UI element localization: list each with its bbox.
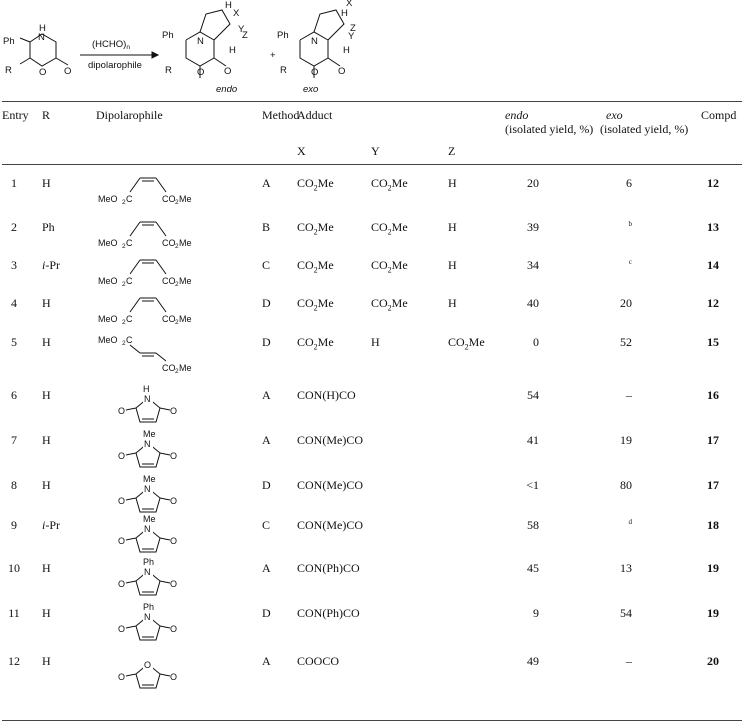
y-cell [371, 335, 380, 350]
z-cell [448, 258, 457, 273]
ester-label-left-tail: C [126, 314, 133, 324]
method-cell: A [262, 433, 271, 447]
ester-label-top-sub: 2 [122, 340, 126, 347]
header-compd: Compd [701, 108, 737, 122]
z-value: CO [448, 335, 465, 349]
method-cell: D [262, 335, 271, 349]
r-italic-prefix: i [42, 518, 46, 532]
carbonyl-o-left-label: O [118, 672, 126, 682]
y-cell [371, 296, 408, 311]
carbonyl-o-left-label: O [118, 406, 126, 416]
carbonyl-o-right-label: O [170, 496, 178, 506]
n-substituent-label: Me [143, 514, 156, 524]
r-value: H [42, 335, 51, 349]
r-value: -Pr [45, 518, 61, 532]
dipolarophile-structure [96, 331, 206, 375]
ring-heteroatom-label: N [144, 612, 151, 622]
ester-label-top: MeO [98, 335, 118, 345]
method-cell: B [262, 220, 271, 234]
compound-number-cell: 19 [707, 561, 719, 575]
endo-r-label: R [165, 65, 172, 76]
dipolarophile-structure [96, 429, 206, 473]
entry-cell: 1 [11, 176, 17, 190]
sm-carbonyl-o-label: O [64, 66, 72, 77]
header-exo-sub: (isolated yield, %) [600, 122, 689, 136]
method-cell: D [262, 478, 271, 492]
exo-yield-cell [600, 654, 632, 669]
ester-label-left-sub: 2 [122, 243, 126, 250]
carbonyl-o-right-label: O [170, 406, 178, 416]
r-cell [42, 176, 51, 191]
entry-cell: 5 [11, 335, 17, 349]
endo-yield-cell: 0 [533, 335, 539, 349]
table-row [0, 474, 747, 518]
exo-footnote: c [628, 258, 632, 266]
method-cell: A [262, 176, 271, 190]
ester-label-left: MeO [98, 238, 118, 248]
ester-label-top-tail: C [126, 335, 133, 345]
exo-yield-value: 54 [620, 606, 632, 620]
y-subscript: 2 [387, 265, 392, 275]
r-cell [42, 220, 55, 235]
endo-yield-cell: 41 [527, 433, 539, 447]
ring-heteroatom-label: N [144, 439, 151, 449]
table-row [0, 557, 747, 601]
dipolarophile-structure [96, 384, 206, 428]
carbonyl-o-left-label: O [118, 536, 126, 546]
exo-x-label: X [346, 0, 353, 9]
x-value: CON(Me)CO [297, 433, 363, 447]
method-cell: C [262, 518, 271, 532]
sm-nh-label: H [39, 23, 46, 34]
reagent-top: $(HCHO)_n$ [92, 39, 130, 51]
table-row [0, 514, 747, 558]
x-tail: Me [317, 176, 334, 190]
z-value: H [448, 220, 457, 234]
ester-label-left-sub: 2 [122, 319, 126, 326]
header-endo: endo [505, 108, 529, 122]
x-value: CON(Ph)CO [297, 606, 360, 620]
exo-yield-cell [600, 478, 632, 493]
table-row [0, 292, 747, 336]
dipolarophile-structure [96, 650, 206, 694]
ester-label-bottom: CO [162, 363, 176, 373]
x-value: CO [297, 296, 314, 310]
y-value: CO [371, 176, 388, 190]
x-cell [297, 654, 339, 669]
dipolarophile-structure [96, 474, 206, 518]
dipolarophile-structure [96, 292, 206, 336]
method-cell: A [262, 388, 271, 402]
ester-label-right: CO [162, 238, 176, 248]
entry-cell: 9 [11, 518, 17, 532]
endo-yield-cell: 9 [533, 606, 539, 620]
ester-label-right-tail: Me [179, 194, 192, 204]
method-cell: D [262, 606, 271, 620]
x-cell [297, 335, 334, 350]
exo-n-label: N [311, 36, 318, 47]
table-row [0, 384, 747, 428]
exo-ph-label: Ph [277, 30, 289, 41]
header-endo-sub: (isolated yield, %) [505, 122, 594, 136]
endo-x-label: X [233, 8, 240, 19]
ester-label-left-sub: 2 [122, 281, 126, 288]
r-value: -Pr [45, 258, 61, 272]
sm-r-label: R [5, 65, 12, 76]
header-dipolarophile: Dipolarophile [96, 108, 163, 122]
method-cell: A [262, 561, 271, 575]
z-cell [448, 335, 485, 350]
carbonyl-o-left-label: O [118, 451, 126, 461]
x-cell [297, 296, 334, 311]
r-cell [42, 561, 51, 576]
method-cell: D [262, 296, 271, 310]
x-value: CO [297, 220, 314, 234]
carbonyl-o-right-label: O [170, 579, 178, 589]
header-adduct: Adduct [297, 108, 333, 122]
x-tail: Me [317, 220, 334, 234]
y-subscript: 2 [387, 227, 392, 237]
x-cell [297, 258, 334, 273]
ester-label-left: MeO [98, 314, 118, 324]
endo-z-label: Z [242, 30, 248, 41]
endo-yield-cell: 54 [527, 388, 539, 402]
x-value: CON(Ph)CO [297, 561, 360, 575]
ester-label-right-sub: 2 [175, 319, 179, 326]
ester-label-right-tail: Me [179, 314, 192, 324]
exo-footnote: b [628, 220, 632, 228]
z-cell [448, 176, 457, 191]
exo-h-label: H [341, 8, 348, 19]
x-tail: Me [317, 258, 334, 272]
r-value: H [42, 654, 51, 668]
exo-yield-cell [600, 561, 632, 576]
entry-cell: 8 [11, 478, 17, 492]
y-cell [371, 220, 408, 235]
endo-yield-cell: 40 [527, 296, 539, 310]
y-tail: Me [391, 220, 408, 234]
r-cell [42, 258, 60, 273]
y-value: H [371, 335, 380, 349]
exo-yield-cell [600, 433, 632, 448]
header-x: X [297, 144, 306, 158]
x-value: CON(Me)CO [297, 478, 363, 492]
compound-number-cell: 12 [707, 176, 719, 190]
entry-cell: 7 [11, 433, 17, 447]
exo-h-bottom-label: H [343, 45, 350, 56]
exo-yield-cell [600, 258, 632, 273]
ester-label-left-tail: C [126, 238, 133, 248]
reaction-scheme [0, 0, 747, 100]
table-header-rule [2, 164, 742, 165]
r-value: H [42, 296, 51, 310]
reagent-bottom: dipolarophile [88, 60, 142, 71]
x-subscript: 2 [313, 342, 318, 352]
ring-heteroatom-label: N [144, 484, 151, 494]
exo-o-carbonyl-label: O [338, 66, 346, 77]
exo-yield-value: 20 [620, 296, 632, 310]
entry-cell: 10 [8, 561, 20, 575]
sm-ring-o-label: O [39, 67, 47, 78]
n-substituent-label: H [143, 384, 150, 394]
ester-label-bottom-sub: 2 [175, 368, 179, 375]
sm-carbonyl-bond [56, 58, 68, 65]
entry-cell: 4 [11, 296, 17, 310]
r-cell [42, 518, 60, 533]
r-value: H [42, 388, 51, 402]
exo-yield-value: – [626, 388, 632, 402]
endo-yield-cell: <1 [526, 478, 539, 492]
z-subscript: 2 [464, 342, 469, 352]
compound-number-cell: 14 [707, 258, 719, 272]
r-value: H [42, 176, 51, 190]
exo-label: exo [303, 84, 319, 95]
z-tail: Me [468, 335, 485, 349]
y-cell [371, 258, 408, 273]
exo-yield-cell [600, 518, 632, 533]
compound-number-cell: 20 [707, 654, 719, 668]
exo-yield-value: – [626, 654, 632, 668]
exo-yield-cell [600, 296, 632, 311]
x-cell [297, 518, 363, 533]
endo-yield-cell: 58 [527, 518, 539, 532]
endo-yield-cell: 34 [527, 258, 539, 272]
exo-z-label: Z [350, 23, 356, 34]
endo-yield-cell: 39 [527, 220, 539, 234]
exo-yield-cell [600, 335, 632, 350]
dipolarophile-structure [96, 557, 206, 601]
endo-o-carbonyl-label: O [224, 66, 232, 77]
r-cell [42, 478, 51, 493]
x-cell [297, 606, 360, 621]
entry-cell: 11 [8, 606, 20, 620]
endo-yield-cell: 49 [527, 654, 539, 668]
exo-footnote: d [628, 518, 632, 526]
y-tail: Me [391, 176, 408, 190]
x-cell [297, 388, 356, 403]
exo-yield-value: 13 [620, 561, 632, 575]
dipolarophile-structure [96, 514, 206, 558]
sm-n-label: N [38, 32, 45, 43]
r-value: Ph [42, 220, 55, 234]
y-value: CO [371, 296, 388, 310]
x-value: CO [297, 258, 314, 272]
z-value: H [448, 176, 457, 190]
x-subscript: 2 [313, 183, 318, 193]
endo-o-ring-label: O [197, 67, 205, 78]
carbonyl-o-left-label: O [118, 579, 126, 589]
x-cell [297, 478, 363, 493]
r-cell [42, 335, 51, 350]
compound-number-cell: 18 [707, 518, 719, 532]
n-substituent-label: Me [143, 474, 156, 484]
x-cell [297, 176, 334, 191]
r-cell [42, 654, 51, 669]
entry-cell: 12 [8, 654, 20, 668]
table-row [0, 331, 747, 375]
exo-yield-cell [600, 220, 632, 235]
y-subscript: 2 [387, 303, 392, 313]
exo-yield-cell [600, 388, 632, 403]
header-z: Z [448, 144, 456, 158]
ring-heteroatom-label: N [144, 394, 151, 404]
exo-yield-value: 19 [620, 433, 632, 447]
header-method: Method [262, 108, 300, 122]
exo-yield-value: 80 [620, 478, 632, 492]
endo-h-bottom-label: H [229, 45, 236, 56]
r-italic-prefix: i [42, 258, 46, 272]
endo-yield-cell: 20 [527, 176, 539, 190]
compound-number-cell: 13 [707, 220, 719, 234]
method-cell: C [262, 258, 271, 272]
compound-number-cell: 19 [707, 606, 719, 620]
ester-label-right-tail: Me [179, 276, 192, 286]
r-cell [42, 296, 51, 311]
ester-label-right: CO [162, 314, 176, 324]
compound-number-cell: 17 [707, 433, 719, 447]
x-cell [297, 561, 360, 576]
header-entry: Entry [2, 108, 29, 122]
r-value: H [42, 561, 51, 575]
ester-label-left-tail: C [126, 194, 133, 204]
endo-n-label: N [197, 36, 204, 47]
x-tail: Me [317, 296, 334, 310]
exo-yield-cell [600, 176, 632, 191]
y-subscript: 2 [387, 183, 392, 193]
entry-cell: 6 [11, 388, 17, 402]
carbonyl-o-right-label: O [170, 536, 178, 546]
exo-yield-cell [600, 606, 632, 621]
endo-h-label: H [225, 0, 232, 11]
endo-y-label: Y [238, 24, 245, 35]
x-value: CON(Me)CO [297, 518, 363, 532]
dipolarophile-structure [96, 172, 206, 216]
ester-label-right-sub: 2 [175, 243, 179, 250]
r-cell [42, 433, 51, 448]
y-tail: Me [391, 296, 408, 310]
r-value: H [42, 478, 51, 492]
endo-ph-label: Ph [162, 30, 174, 41]
ring-heteroatom-label: O [144, 660, 152, 670]
n-substituent-label: Ph [143, 557, 155, 567]
exo-y-label: Y [348, 31, 355, 42]
method-cell: A [262, 654, 271, 668]
table-bottom-rule [2, 720, 742, 721]
ester-label-right-sub: 2 [175, 281, 179, 288]
exo-r-label: R [280, 65, 287, 76]
dipolarophile-structure [96, 602, 206, 646]
exo-o-ring-label: O [311, 67, 319, 78]
z-value: H [448, 258, 457, 272]
ester-label-left-sub: 2 [122, 199, 126, 206]
x-cell [297, 433, 363, 448]
ester-label-left: MeO [98, 194, 118, 204]
entry-cell: 3 [11, 258, 17, 272]
z-cell [448, 220, 457, 235]
z-value: H [448, 296, 457, 310]
n-substituent-label: Ph [143, 602, 155, 612]
compound-number-cell: 12 [707, 296, 719, 310]
y-value: CO [371, 220, 388, 234]
ester-label-bottom-tail: Me [179, 363, 192, 373]
x-value: CO [297, 176, 314, 190]
endo-yield-cell: 45 [527, 561, 539, 575]
ester-label-right: CO [162, 276, 176, 286]
x-value: CO [297, 335, 314, 349]
entry-cell: 2 [11, 220, 17, 234]
carbonyl-o-left-label: O [118, 496, 126, 506]
ring-heteroatom-label: N [144, 524, 151, 534]
carbonyl-o-right-label: O [170, 451, 178, 461]
plus-sign: + [270, 50, 276, 61]
r-value: H [42, 433, 51, 447]
compound-number-cell: 17 [707, 478, 719, 492]
x-subscript: 2 [313, 227, 318, 237]
table-row [0, 429, 747, 473]
x-cell [297, 220, 334, 235]
ester-label-right-sub: 2 [175, 199, 179, 206]
ester-label-right-tail: Me [179, 238, 192, 248]
r-value: H [42, 606, 51, 620]
x-subscript: 2 [313, 303, 318, 313]
table-row [0, 650, 747, 694]
ester-label-left-tail: C [126, 276, 133, 286]
header-exo: exo [606, 108, 623, 122]
sm-ph-label: Ph [3, 36, 15, 47]
ester-label-right: CO [162, 194, 176, 204]
endo-label: endo [216, 84, 238, 95]
table-row [0, 602, 747, 646]
x-value: COOCO [297, 654, 340, 668]
x-tail: Me [317, 335, 334, 349]
ester-label-left: MeO [98, 276, 118, 286]
z-cell [448, 296, 457, 311]
table-row [0, 172, 747, 216]
x-value: CON(H)CO [297, 388, 356, 402]
compound-number-cell: 16 [707, 388, 719, 402]
table-top-rule [2, 101, 742, 102]
y-value: CO [371, 258, 388, 272]
ring-heteroatom-label: N [144, 567, 151, 577]
x-subscript: 2 [313, 265, 318, 275]
r-cell [42, 606, 51, 621]
header-r: R [42, 108, 51, 122]
compound-number-cell: 15 [707, 335, 719, 349]
exo-yield-value: 52 [620, 335, 632, 349]
carbonyl-o-right-label: O [170, 672, 178, 682]
y-cell [371, 176, 408, 191]
carbonyl-o-left-label: O [118, 624, 126, 634]
carbonyl-o-right-label: O [170, 624, 178, 634]
r-cell [42, 388, 51, 403]
header-y: Y [371, 144, 380, 158]
exo-yield-value: 6 [626, 176, 632, 190]
y-tail: Me [391, 258, 408, 272]
n-substituent-label: Me [143, 429, 156, 439]
